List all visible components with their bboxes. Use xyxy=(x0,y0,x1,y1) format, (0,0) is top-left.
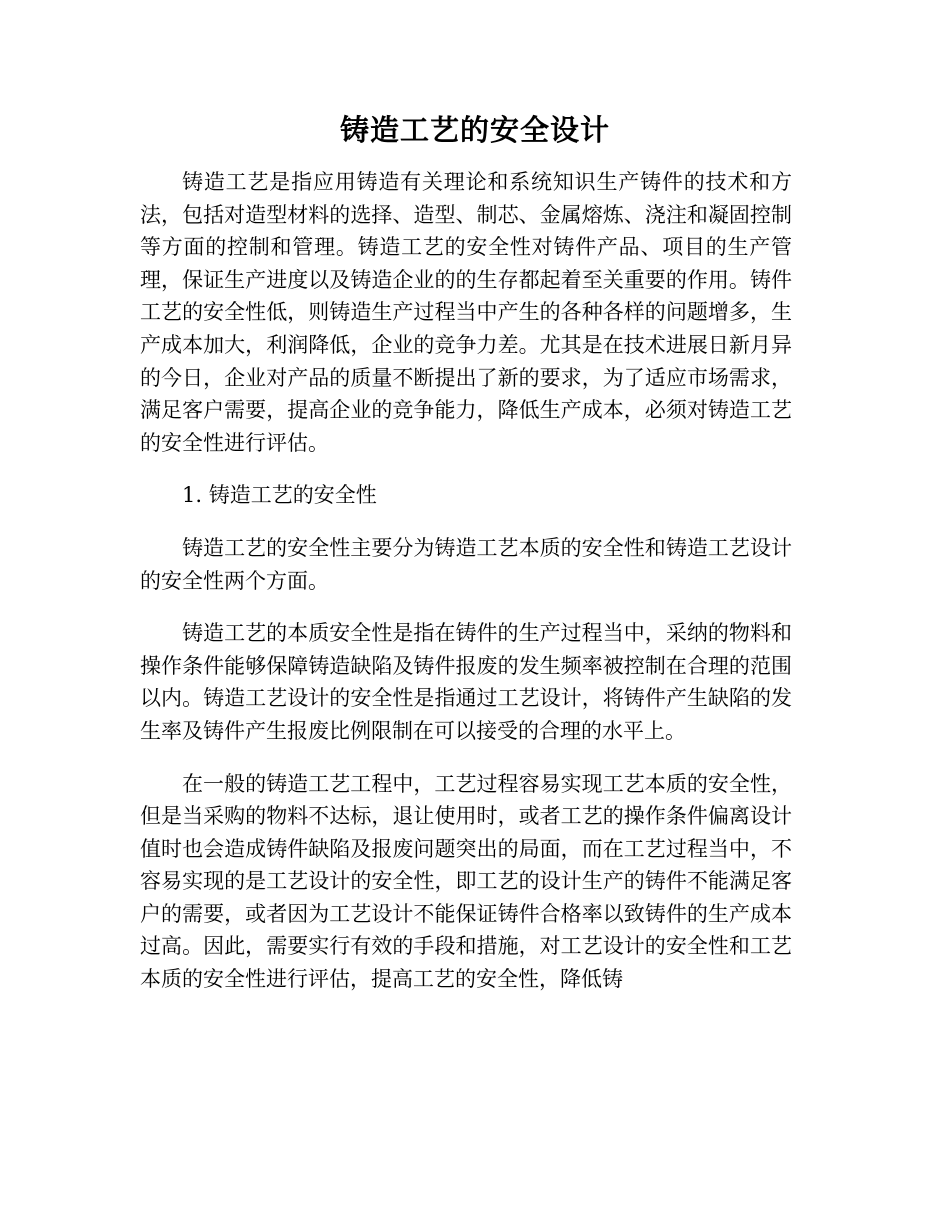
document-title: 铸造工艺的安全设计 xyxy=(339,113,610,147)
document-body xyxy=(140,166,792,1016)
section-heading-1: 1. 铸造工艺的安全性 xyxy=(182,483,377,508)
paragraph-safety-aspects: 铸造工艺的安全性主要分为铸造工艺本质的安全性和铸造工艺设计的安全性两个方面。 xyxy=(140,535,792,593)
paragraph-intrinsic-safety: 铸造工艺的本质安全性是指在铸件的生产过程当中，采纳的物料和操作条件能够保障铸造缺陷及铸件报废的发生频率被控制在合理的范围以内。铸造工艺设计的安全性是指通过工艺设计，将铸件产生缺陷的发生率及铸件产生报废比例限制在可以接受的合理的水平上。 xyxy=(140,621,792,743)
paragraph-intro: 铸造工艺是指应用铸造有关理论和系统知识生产铸件的技术和方法，包括对造型材料的选择、造型、制芯、金属熔炼、浇注和凝固控制等方面的控制和管理。铸造工艺的安全性对铸件产品、项目的生产管理，保证生产进度以及铸造企业的的生存都起着至关重要的作用。铸件工艺的安全性低，则铸造生产过程当中产生的各种各样的问题增多，生产成本加大，利润降低，企业的竞争力差。尤其是在技术进展日新月异的今日，企业对产品的质量不断提出了新的要求，为了适应市场需求，满足客户需要，提高企业的竞争能力，降低生产成本，必须对铸造工艺的安全性进行评估。 xyxy=(140,170,792,455)
paragraph-general-process: 在一般的铸造工艺工程中，工艺过程容易实现工艺本质的安全性，但是当采购的物料不达标，退让使用时，或者工艺的操作条件偏离设计值时也会造成铸件缺陷及报废问题突出的局面，而在工艺过程当中，不容易实现的是工艺设计的安全性，即工艺的设计生产的铸件不能满足客户的需要，或者因为工艺设计不能保证铸件合格率以致铸件的生产成本过高。因此，需要实行有效的手段和措施，对工艺设计的安全性和工艺本质的安全性进行评估，提高工艺的安全性，降低铸 xyxy=(140,771,792,992)
